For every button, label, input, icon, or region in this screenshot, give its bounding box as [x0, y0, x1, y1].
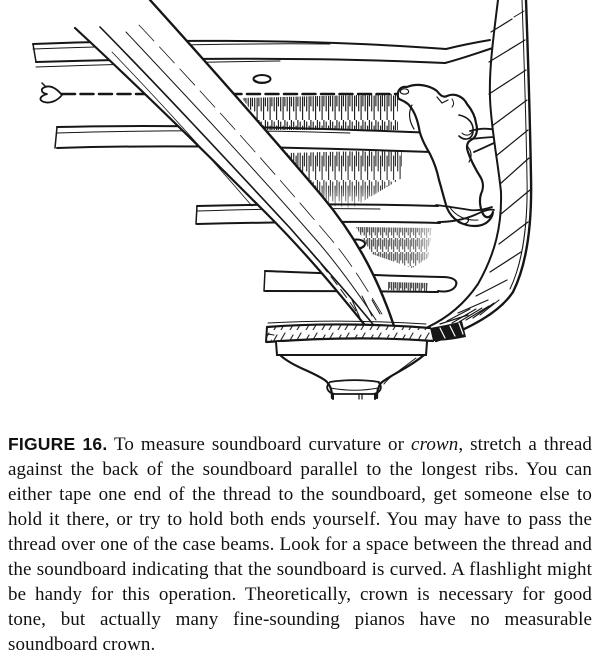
caption-text-rest: , stretch a thread against the back of the soundboard parallel to the longest ribs. You can either tape one end of the thread to the soundboard, get someone else to hold it there, or try to hold both ends yourself. You may have to pass the thread over one of the case beams. Look for a space between the thread and the soundboard indicating that the soundboard is curved. A flashlight might be handy for this operation. Theoretically, crown is necessary for good tone, but actually many fine-sounding pianos have no measurable soundboard crown. — [8, 434, 592, 655]
figure-caption — [0, 421, 600, 657]
figure-label: FIGURE 16. — [8, 434, 108, 454]
caption-italic-term: crown — [411, 434, 459, 455]
caption-text-intro: To measure soundboard curvature or — [107, 434, 412, 455]
